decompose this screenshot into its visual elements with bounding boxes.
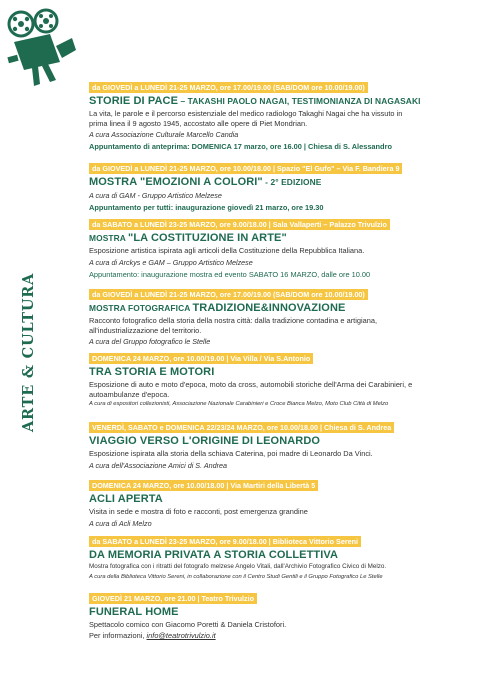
event-title: MOSTRA FOTOGRAFICA TRADIZIONE&INNOVAZIONE [89, 302, 346, 314]
event-tra-storia-e-motori [89, 353, 415, 409]
event-title: FUNERAL HOME [89, 606, 179, 618]
event-appointment: Appuntamento per tutti: inaugurazione giovedì 21 marzo, ore 19.30 [89, 203, 324, 212]
event-date-bar: GIOVEDÌ 21 MARZO, ore 21.00 | Teatro Trivulzio [89, 593, 257, 604]
event-memoria-privata [89, 536, 415, 581]
event-acli-aperta [89, 480, 415, 529]
event-title: TRA STORIA E MOTORI [89, 366, 215, 378]
event-costituzione-in-arte [89, 219, 415, 280]
event-date-bar: da SABATO a LUNEDÌ 23-25 MARZO, ore 9.00/18.00 | Biblioteca Vittorio Sereni [89, 536, 361, 547]
event-date-bar: da GIOVEDÌ a LUNEDÌ 21-25 MARZO, ore 17.00/19.00 (SAB/DOM ore 10.00/19.00) [89, 82, 368, 93]
film-projector-icon [2, 4, 78, 90]
event-description: Racconto fotografico della storia della nostra città: dalla tradizione contadina e artigiana, all'industrializzazione del territorio. [89, 316, 377, 335]
event-description: La vita, le parole e il percorso esistenziale del medico radiologo Takaghi Nagai che ha vissuto in prima linea il 9 agosto 1945, accostato alle opere di Piet Mondrian. [89, 109, 403, 128]
event-description: Esposizione artistica ispirata agli articoli della Costituzione della Repubblica Italiana. [89, 246, 365, 255]
event-credit: A cura del Gruppo fotografico le Stelle [89, 337, 211, 347]
section-title: ARTE & CULTURA [20, 272, 37, 432]
event-leonardo [89, 422, 415, 471]
event-date-bar: DOMENICA 24 MARZO, ore 10.00/19.00 | Via Villa / Via S.Antonio [89, 353, 313, 364]
event-credit: A cura di Acli Melzo [89, 518, 152, 528]
event-title: DA MEMORIA PRIVATA A STORIA COLLETTIVA [89, 549, 339, 561]
event-credit: A cura di espositori collezionisti, Associazione Nazionale Carabinieri e Croce Bianca Melzo, Moto Club Città di Melzo [89, 401, 389, 408]
event-emozioni-a-colori [89, 163, 415, 213]
event-credit: A cura della Biblioteca Vittorio Sereni, in collaborazione con il Centro Studi Gentili e il Gruppo Fotografico Le Stelle [89, 573, 383, 580]
event-date-bar: da SABATO a LUNEDÌ 23-25 MARZO, ore 9.00/18.00 | Sala Vallaperti – Palazzo Trivulzio [89, 219, 390, 230]
event-title: MOSTRA "EMOZIONI A COLORI" - 2° EDIZIONE [89, 176, 322, 188]
event-description: Visita in sede e mostra di foto e racconti, post emergenza grandine [89, 507, 308, 516]
info-email-link[interactable]: info@teatrotrivulzio.it [146, 630, 216, 640]
event-date-bar: da GIOVEDÌ a LUNEDÌ 21-25 MARZO, ore 17.00/19.00 (SAB/DOM ore 10.00/19.00) [89, 289, 368, 300]
event-date-bar: VENERDÌ, SABATO e DOMENICA 22/23/24 MARZO, ore 10.00/18.00 | Chiesa di S. Andrea [89, 422, 394, 433]
event-description: Esposizione di auto e moto d'epoca, moto da cross, automobili storiche dell'Arma dei Carabinieri, e autoambulanze d'epoca. [89, 380, 413, 399]
event-title: STORIE DI PACE – TAKASHI PAOLO NAGAI, TESTIMONIANZA DI NAGASAKI [89, 95, 421, 107]
event-date-bar: DOMENICA 24 MARZO, ore 10.00/18.00 | Via Martiri della Libertà 5 [89, 480, 318, 491]
event-credit: A cura dell'Associazione Amici di S. Andrea [89, 460, 227, 470]
event-funeral-home [89, 593, 415, 640]
event-title: VIAGGIO VERSO L'ORIGINE DI LEONARDO [89, 435, 321, 447]
event-date-bar: da GIOVEDÌ a LUNEDÌ 21-25 MARZO, ore 10.00/18.00 | Spazio "El Gufo" – Via F. Bandiera 9 [89, 163, 402, 174]
event-appointment: Appuntamento di anteprima: DOMENICA 17 marzo, ore 16.00 | Chiesa di S. Alessandro [89, 142, 392, 152]
event-credit: A cura di Arckys e GAM – Gruppo Artistico Melzese [89, 257, 253, 267]
event-description: Mostra fotografica con i ritratti del fotografo melzese Angelo Vitali, dall'Archivio Fotografico Civico di Melzo. [89, 563, 387, 570]
event-credit: A cura di GAM - Gruppo Artistico Melzese [89, 191, 222, 200]
event-description: Esposizione ispirata alla storia della schiava Caterina, poi madre di Leonardo Da Vinci. [89, 449, 373, 458]
event-title: MOSTRA "LA COSTITUZIONE IN ARTE" [89, 232, 287, 244]
event-storie-di-pace [89, 82, 421, 152]
event-info: Per informazioni, info@teatrotrivulzio.it [89, 630, 216, 640]
event-credit: A cura Associazione Culturale Marcello Candia [89, 130, 239, 140]
event-description: Spettacolo comico con Giacomo Poretti & Daniela Cristofori. [89, 620, 287, 629]
event-appointment: Appuntamento: inaugurazione mostra ed evento SABATO 16 MARZO, dalle ore 10.00 [89, 269, 371, 279]
event-tradizione-innovazione [89, 289, 415, 347]
event-title: ACLI APERTA [89, 493, 163, 505]
